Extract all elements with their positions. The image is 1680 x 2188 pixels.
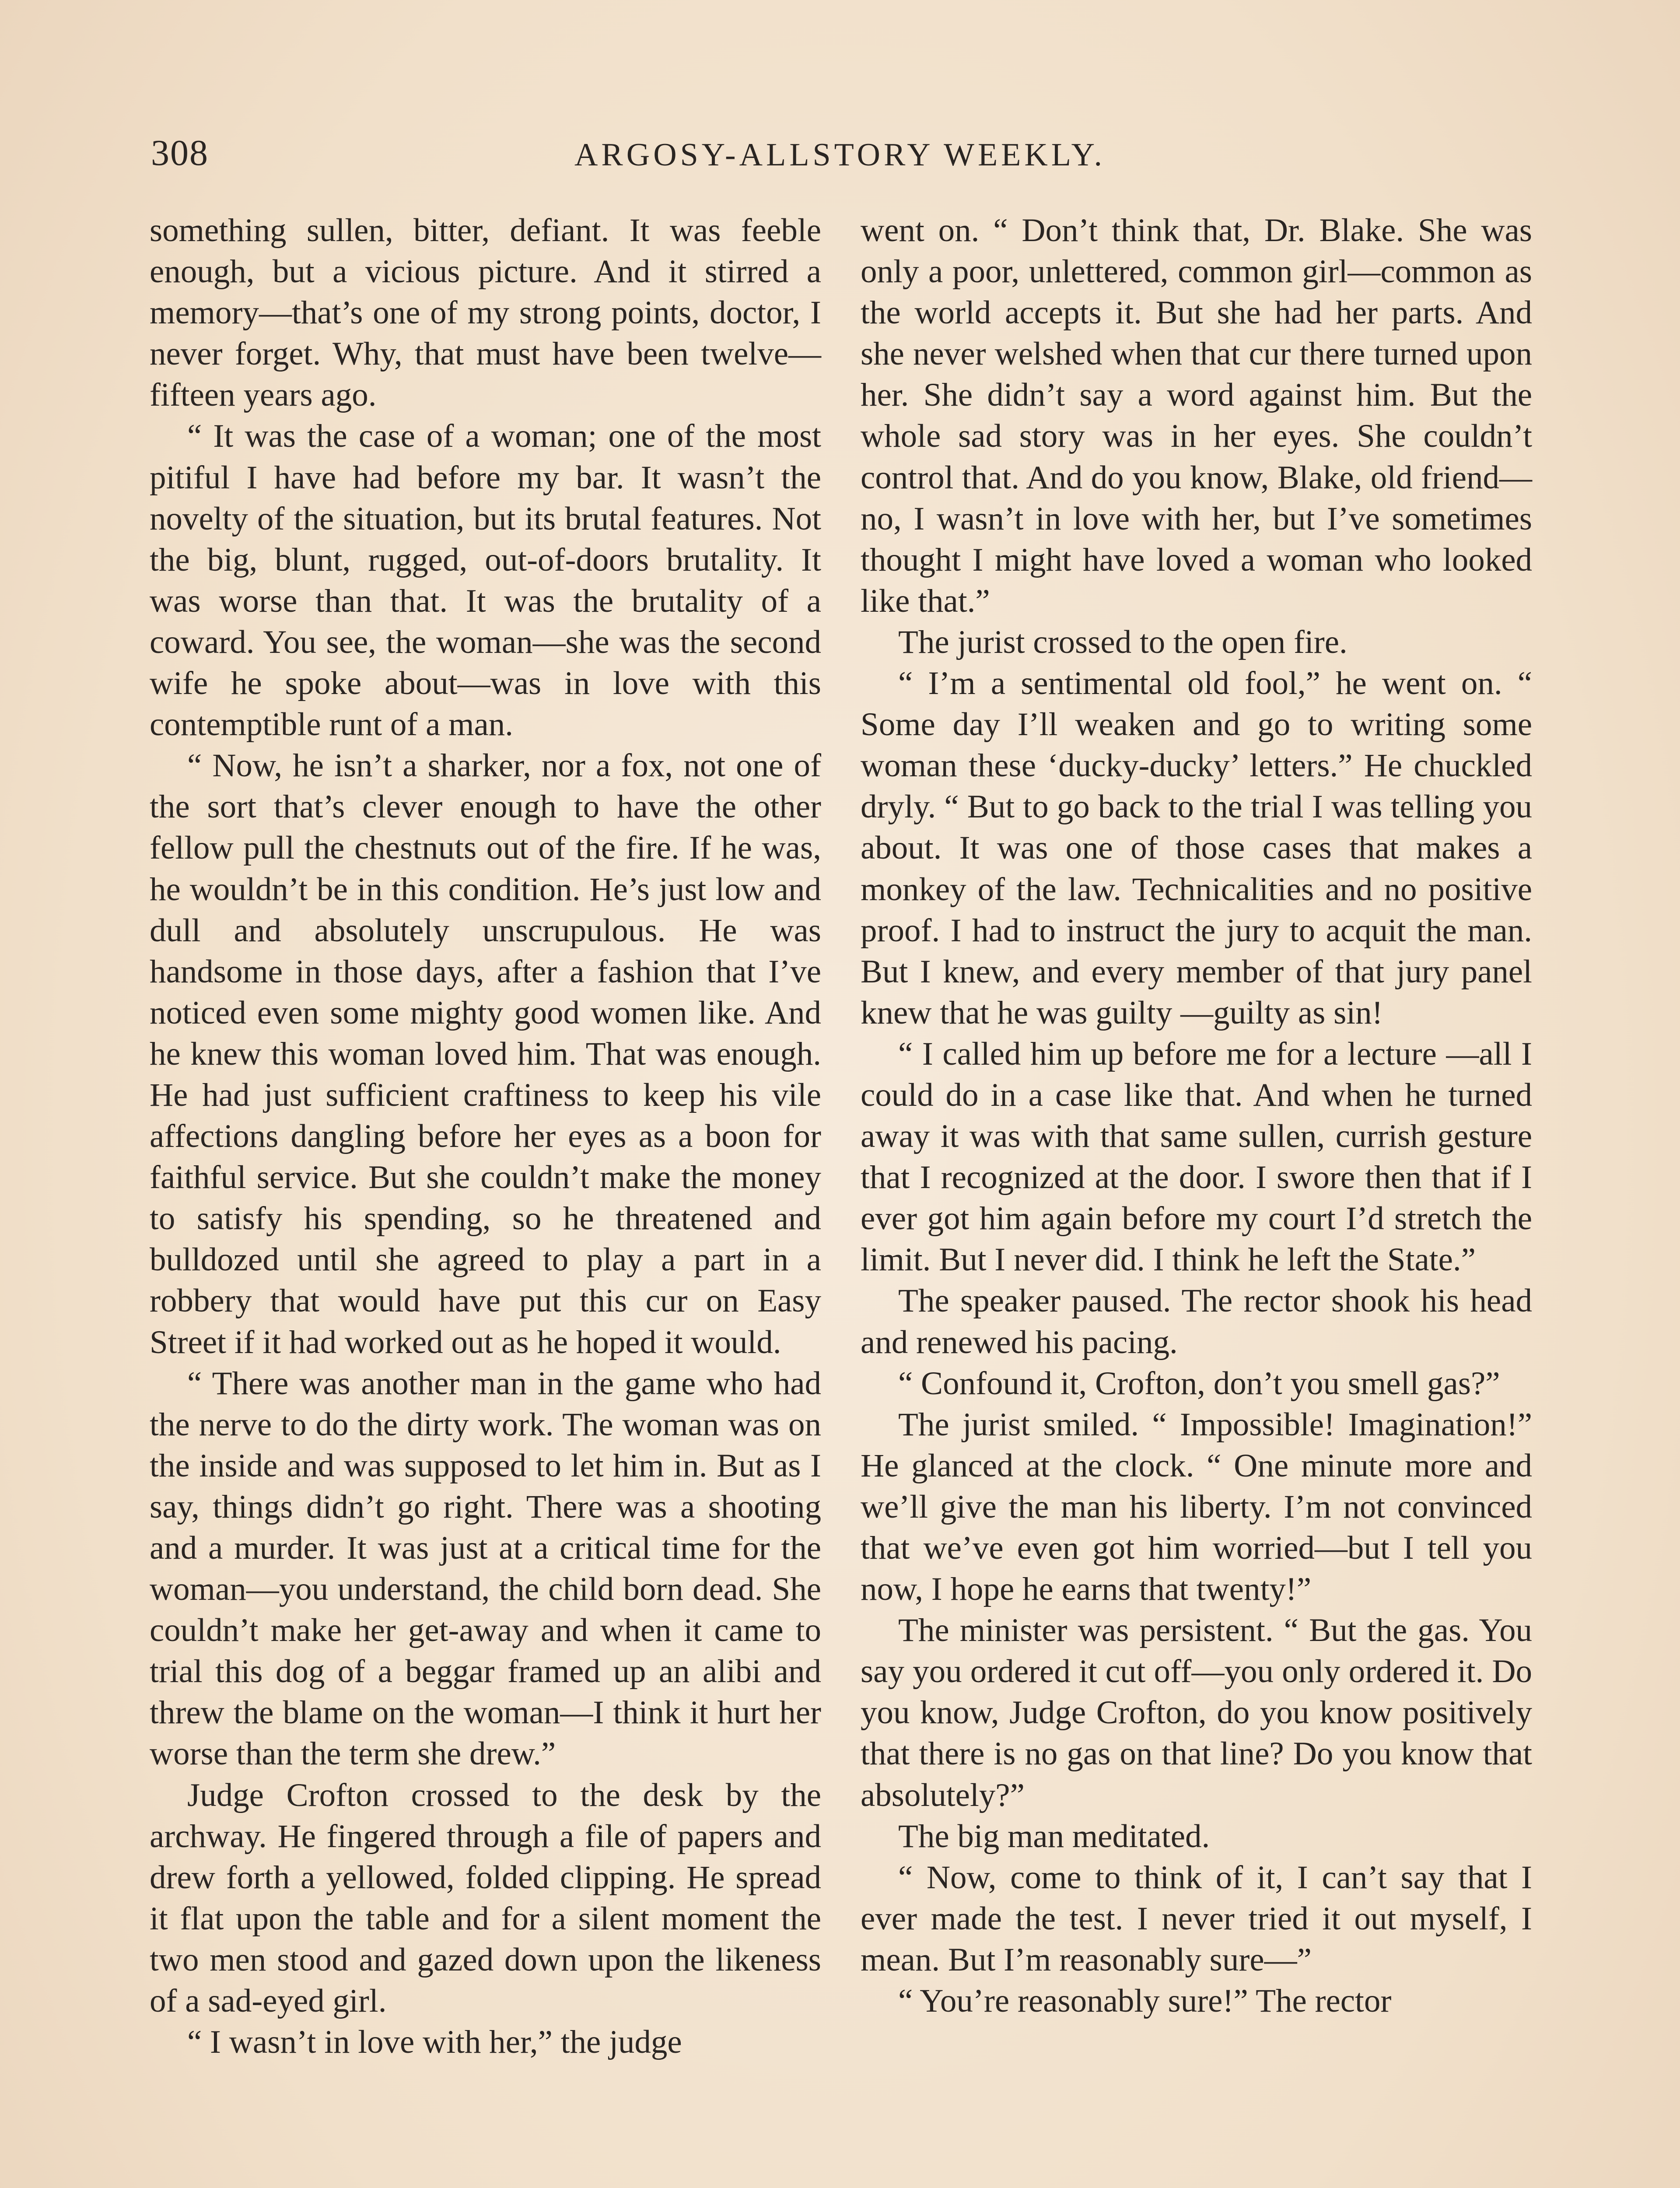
paragraph: The speaker paused. The rector shook his head and renewed his pacing. <box>861 1283 1532 1360</box>
paragraph: “ Now, he isn’t a sharker, nor a fox, not one of the sort that’s clever enough to have the other fellow pull the chestnuts out of the fire. If he was, he wouldn’t be in this condition. He’s just low and dull and absolutely unscrupulous. He was handsome in those days, after a fashion that I’ve noticed even some mighty good women like. And he knew this woman loved him. That was enough. He had just sufficient craftiness to keep his vile affections dangling before her eyes as a boon for faithful service. But she couldn’t make the money to satisfy his spending, so he threatened and bulldozed until she agreed to play a part in a robbery that would have put this cur on Easy Street if it had worked out as he hoped it would. <box>150 747 821 1360</box>
paragraph: “ Now, come to think of it, I can’t say that I ever made the test. I never tried it out myself, I mean. But I’m reasonably sure—” <box>861 1859 1532 1978</box>
page-number: 308 <box>151 133 209 173</box>
paragraph: “ There was another man in the game who had the nerve to do the dirty work. The woman was on the inside and was supposed to let him in. But as I say, things didn’t go right. There was a shooting and a murder. It was just at a critical time for the woman—you understand, the child born dead. She couldn’t make her get-away and when it came to trial this dog of a beggar framed up an alibi and threw the blame on the woman—I think it hurt her worse than the term she drew.” <box>150 1365 821 1772</box>
paragraph: “ It was the case of a woman; one of the most pitiful I have had before my bar. It wasn’t the novelty of the situation, but its brutal features. Not the big, blunt, rugged, out-of-doors brutality. It was worse than that. It was the brutality of a coward. You see, the woman—she was the second wife he spoke about—was in love with this contemptible runt of a man. <box>150 418 821 743</box>
paragraph: “ I’m a sentimental old fool,” he went on. “ Some day I’ll weaken and go to writing some woman these ‘ducky-ducky’ letters.” He chuckled dryly. “ But to go back to the trial I was telling you about. It was one of those cases that makes a monkey of the law. Technicalities and no positive proof. I had to instruct the jury to acquit the man. But I knew, and every member of that jury panel knew that he was guilty —guilty as sin! <box>861 665 1532 1031</box>
left-column <box>150 210 821 2063</box>
paragraph: “ Confound it, Crofton, don’t you smell gas?” <box>898 1365 1500 1402</box>
paragraph: The big man meditated. <box>898 1818 1210 1855</box>
paragraph: The jurist smiled. “ Impossible! Imagination!” He glanced at the clock. “ One minute more and we’ll give the man his liberty. I’m not convinced that we’ve even got him worried—but I tell you now, I hope he earns that twenty!” <box>861 1406 1532 1608</box>
paragraph: “ I called him up before me for a lecture —all I could do in a case like that. And when he turned away it was with that same sullen, currish gesture that I recognized at the door. I swore then that if I ever got him again before my court I’d stretch the limit. But I never did. I think he left the State.” <box>861 1035 1532 1278</box>
paragraph: went on. “ Don’t think that, Dr. Blake. She was only a poor, unlettered, common girl—common as the world accepts it. But she had her parts. And she never welshed when that cur there turned upon her. She didn’t say a word against him. But the whole sad story was in her eyes. She couldn’t control that. And do you know, Blake, old friend—no, I wasn’t in love with her, but I’ve sometimes thought I might have loved a woman who looked like that.” <box>861 212 1532 619</box>
paragraph: The minister was persistent. “ But the gas. You say you ordered it cut off—you only ordered it. Do you know, Judge Crofton, do you know positively that there is no gas on that line? Do you know that absolutely?” <box>861 1612 1532 1813</box>
right-column <box>861 210 1532 2022</box>
paragraph: “ I wasn’t in love with her,” the judge <box>187 2024 682 2061</box>
paragraph: The jurist crossed to the open fire. <box>898 624 1348 660</box>
paragraph: “ You’re reasonably sure!” The rector <box>898 1983 1392 2020</box>
running-head: ARGOSY-ALLSTORY WEEKLY. <box>574 137 1106 173</box>
paragraph: Judge Crofton crossed to the desk by the archway. He fingered through a file of papers and drew forth a yellowed, folded clipping. He spread it flat upon the table and for a silent moment the two men stood and gazed down upon the likeness of a sad-eyed girl. <box>150 1777 821 2020</box>
paragraph: something sullen, bitter, defiant. It was feeble enough, but a vicious picture. And it stirred a memory—that’s one of my strong points, doctor, I never forget. Why, that must have been twelve—fifteen years ago. <box>150 212 821 414</box>
